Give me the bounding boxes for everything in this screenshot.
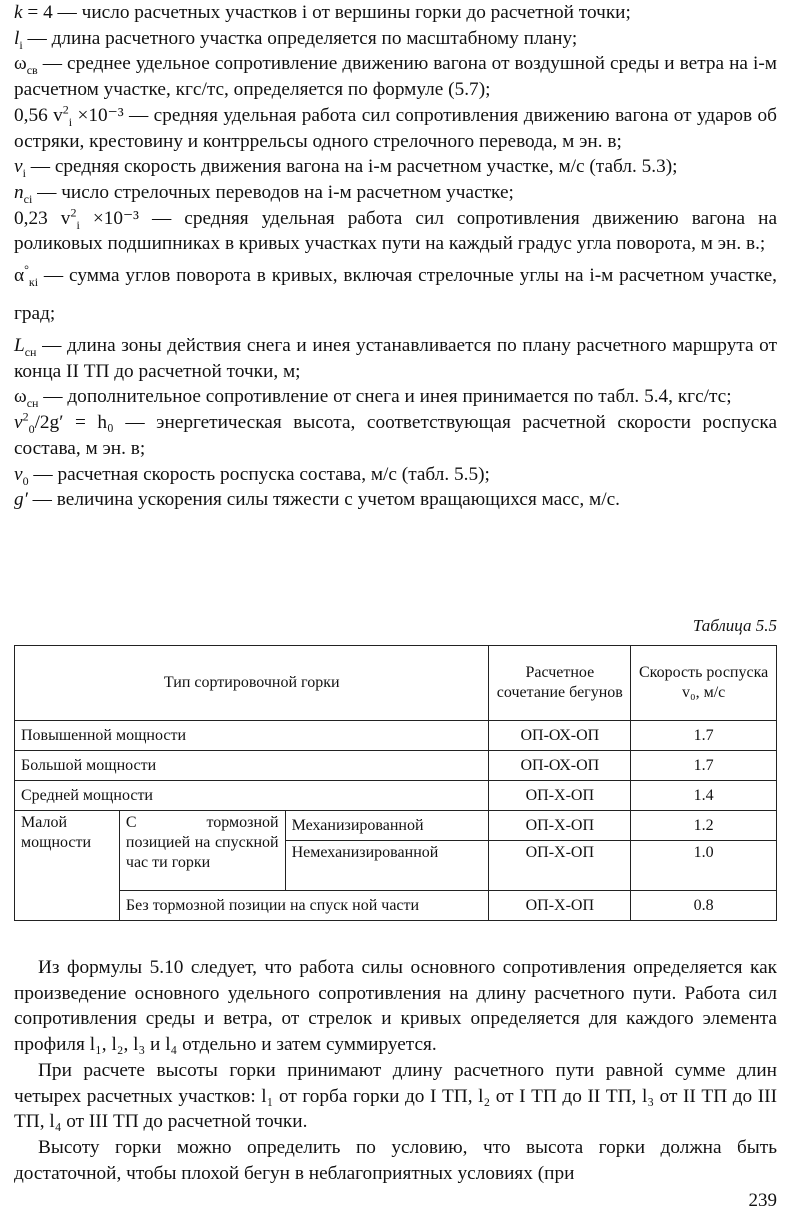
cell-combo: ОП-Х-ОП bbox=[489, 841, 631, 891]
cell-type: Без тормозной позиции на спуск ной части bbox=[119, 891, 489, 921]
cell-speed: 0.8 bbox=[631, 891, 777, 921]
definition-text: — дополнительное сопротивление от снега и инея принимается по табл. 5.4, кгс/тс; bbox=[38, 386, 732, 408]
table-caption: Таблица 5.5 bbox=[692, 616, 777, 635]
definition-text: — сумма углов поворота в кривых, включая стрелочные углы на i-м расчетном участке, град; bbox=[14, 265, 777, 325]
symbol: ω bbox=[14, 386, 27, 408]
cell-combo: ОП-Х-ОП bbox=[489, 891, 631, 921]
definition-text: — длина расчетного участка определяется по масштабному плану; bbox=[22, 27, 578, 49]
definition-item bbox=[14, 410, 777, 461]
definition-item bbox=[14, 51, 777, 102]
symbol-superscript: 2 bbox=[62, 102, 69, 117]
symbol: 0,23 v bbox=[14, 207, 71, 229]
symbol: k bbox=[14, 2, 23, 23]
cell-with-brake-position: С тормозной позицией на спускной час ти горки bbox=[119, 811, 285, 891]
symbol-superscript: ° bbox=[24, 262, 29, 277]
paragraph: Высоту горки можно определить по условию, что высота горки должна быть достаточной, чтобы плохой бегун в неблагоприятных условиях (при bbox=[14, 1136, 777, 1184]
symbol-subscript: i bbox=[76, 217, 80, 232]
cell-type: Немеханизированной bbox=[285, 841, 489, 891]
definition-text: ×10⁻³ — средняя удельная работа сил сопротивления движению вагона от ударов об остряки, крестовину и контррельсы одного стрелочного перевода, м эн. в; bbox=[14, 104, 777, 152]
definition-text: — число стрелочных переводов на i-м расчетном участке; bbox=[32, 181, 514, 203]
symbol: v bbox=[14, 463, 23, 485]
symbol-subscript: сн bbox=[24, 344, 37, 359]
cell-speed: 1.7 bbox=[631, 721, 777, 751]
speed-table bbox=[14, 645, 777, 921]
symbol-subscript: 0 bbox=[22, 473, 29, 488]
cell-small-power: Малой мощности bbox=[15, 811, 120, 921]
definition-text: — длина зоны действия снега и инея устанавливается по плану расчетного маршрута от конца II ТП до расчетной точки, м; bbox=[14, 335, 777, 382]
definition-item bbox=[14, 26, 777, 52]
table-row bbox=[15, 781, 777, 811]
definition-item bbox=[14, 384, 777, 410]
cell-combo: ОП-ОХ-ОП bbox=[489, 721, 631, 751]
paragraph: При расчете высоты горки принимают длину расчетного пути равной сумме длин четырех расчетных участков: l₁ от горба горки до I ТП, l₂ от I ТП до II ТП, l₃ от II ТП до III ТП, l₄ от III ТП до расчетной точки. bbox=[14, 1059, 777, 1133]
symbol-subscript: i bbox=[22, 166, 26, 181]
table-row bbox=[15, 721, 777, 751]
table-row bbox=[15, 751, 777, 781]
header-type: Тип сортировочной горки bbox=[15, 646, 489, 721]
table-header-row bbox=[15, 646, 777, 721]
symbol-subscript: ci bbox=[23, 191, 33, 206]
symbol: 0,56 v bbox=[14, 104, 63, 126]
cell-speed: 1.2 bbox=[631, 811, 777, 841]
cell-type: Большой мощности bbox=[15, 751, 489, 781]
cell-type: Повышенной мощности bbox=[15, 721, 489, 751]
paragraph: Из формулы 5.10 следует, что работа силы основного сопротивления определяется как произведение основного удельного сопротивления на длину расчетного пути. Работа сил сопротивления среды и ветра, от стрелок и кривых определяется для каждого элемента профиля l₁, l₂, l₃ и l₄ отдельно и затем суммируется. bbox=[14, 957, 777, 1056]
symbol: n bbox=[14, 181, 24, 203]
cell-combo: ОП-Х-ОП bbox=[489, 781, 631, 811]
symbol-superscript: 2 bbox=[70, 205, 77, 220]
symbol: g′ bbox=[14, 489, 28, 511]
symbol-subscript: сн bbox=[26, 396, 39, 411]
symbol-superscript: 2 bbox=[22, 409, 29, 424]
symbol: v bbox=[14, 156, 23, 178]
definition-item bbox=[14, 487, 777, 513]
symbol: ω bbox=[14, 53, 27, 75]
cell-speed: 1.0 bbox=[631, 841, 777, 891]
symbol-subscript: 0 bbox=[28, 422, 35, 436]
definition-item bbox=[14, 103, 777, 154]
definition-text: — среднее удельное сопротивление движению вагона от воздушной среды и ветра на i-м расчетном участке, кгс/тс, определяется по формуле (5.7); bbox=[14, 53, 777, 101]
header-speed: Скорость роспуска v₀, м/с bbox=[631, 646, 777, 721]
definition-item bbox=[14, 206, 777, 257]
table-row bbox=[15, 891, 777, 921]
symbol: L bbox=[14, 335, 25, 357]
symbol: v bbox=[14, 412, 23, 434]
symbol-subscript: i bbox=[19, 37, 23, 52]
cell-combo: ОП-Х-ОП bbox=[489, 811, 631, 841]
cell-type: Механизированной bbox=[285, 811, 489, 841]
definition-item bbox=[14, 257, 777, 333]
table-row bbox=[15, 811, 777, 841]
symbol-subscript: св bbox=[26, 63, 38, 78]
symbol-subscript: кi bbox=[28, 274, 39, 289]
definition-item bbox=[14, 0, 777, 26]
definition-item bbox=[14, 462, 777, 488]
definitions-list bbox=[14, 0, 777, 513]
cell-speed: 1.4 bbox=[631, 781, 777, 811]
symbol: α bbox=[14, 265, 25, 287]
cell-speed: 1.7 bbox=[631, 751, 777, 781]
page-number: 239 bbox=[748, 1190, 777, 1211]
symbol: l bbox=[14, 27, 20, 49]
definition-text: ×10⁻³ — средняя удельная работа сил сопротивления движению вагона на роликовых подшипниках в кривых участках пути на каждый градус угла поворота, м эн. в.; bbox=[14, 207, 778, 255]
cell-combo: ОП-ОХ-ОП bbox=[489, 751, 631, 781]
definition-text: /2g′ = h₀ — энергетическая высота, соответствующая расчетной скорости роспуска состава, м эн. в; bbox=[14, 412, 777, 459]
header-combo: Расчетное сочетание бегунов bbox=[489, 646, 631, 721]
definition-text: — величина ускорения силы тяжести с учетом вращающихся масс, м/с. bbox=[27, 489, 620, 511]
definition-item bbox=[14, 333, 777, 384]
definition-text: = 4 — число расчетных участков i от вершины горки до расчетной точки; bbox=[22, 2, 631, 23]
body-text bbox=[14, 955, 777, 1186]
definition-item bbox=[14, 180, 777, 206]
definition-text: — средняя скорость движения вагона на i-м расчетном участке, м/с (табл. 5.3); bbox=[25, 156, 678, 178]
cell-type: Средней мощности bbox=[15, 781, 489, 811]
definition-item bbox=[14, 154, 777, 180]
definition-text: — расчетная скорость роспуска состава, м/с (табл. 5.5); bbox=[28, 463, 490, 485]
symbol-subscript: i bbox=[68, 114, 73, 129]
